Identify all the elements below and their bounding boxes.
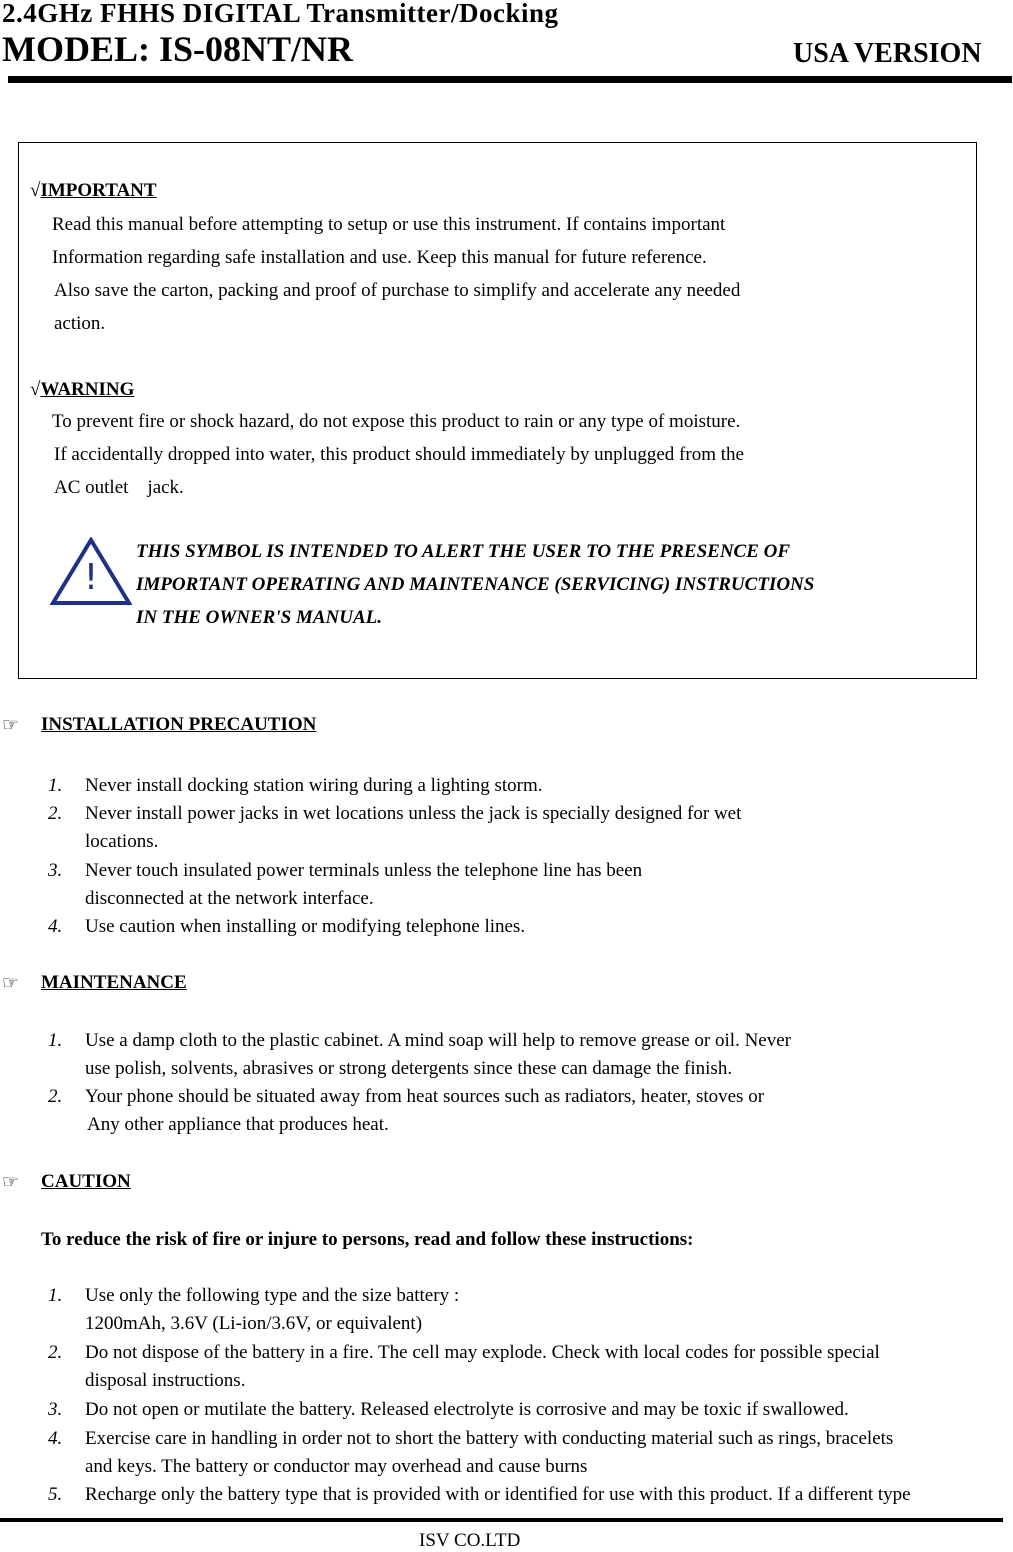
caution-intro: To reduce the risk of fire or injure to persons, read and follow these instructions: bbox=[41, 1229, 694, 1250]
symbol-line: IN THE OWNER'S MANUAL. bbox=[136, 607, 382, 628]
check-mark: √ bbox=[30, 379, 41, 400]
warning-line: If accidentally dropped into water, this product should immediately by unplugged from the bbox=[54, 444, 744, 465]
list-number: 2. bbox=[48, 1342, 63, 1363]
warning-title: WARNING bbox=[40, 379, 135, 400]
important-line: Read this manual before attempting to setup or use this instrument. If contains important bbox=[52, 214, 726, 235]
list-item: Do not dispose of the battery in a fire. The cell may explode. Check with local codes for possible special bbox=[85, 1342, 880, 1363]
pointing-hand-icon: ☞ bbox=[2, 973, 20, 994]
list-number: 1. bbox=[48, 1030, 63, 1051]
list-item: Do not open or mutilate the battery. Released electrolyte is corrosive and may be toxic if swallowed. bbox=[85, 1399, 849, 1420]
warning-symbol: ! bbox=[83, 557, 99, 598]
list-number: 1. bbox=[48, 1285, 63, 1306]
list-item-continuation: 1200mAh, 3.6V (Li-ion/3.6V, or equivalent) bbox=[85, 1313, 423, 1334]
pointing-hand-icon: ☞ bbox=[2, 1172, 20, 1193]
list-item-continuation: Any other appliance that produces heat. bbox=[87, 1114, 389, 1135]
list-item: Recharge only the battery type that is provided with or identified for use with this product. If a different type bbox=[85, 1484, 911, 1505]
important-heading bbox=[30, 180, 157, 202]
list-number: 4. bbox=[48, 916, 63, 937]
important-title: IMPORTANT bbox=[40, 180, 157, 201]
list-number: 2. bbox=[48, 803, 63, 824]
check-mark: √ bbox=[30, 180, 41, 201]
header-rule bbox=[8, 76, 1012, 83]
list-item-continuation: locations. bbox=[85, 831, 159, 852]
list-item: Never install docking station wiring during a lighting storm. bbox=[85, 775, 543, 796]
document-title: 2.4GHz FHHS DIGITAL Transmitter/Docking bbox=[2, 0, 559, 28]
list-item-continuation: disconnected at the network interface. bbox=[85, 888, 374, 909]
list-item: Use only the following type and the size battery : bbox=[85, 1285, 460, 1306]
warning-line: AC outlet jack. bbox=[54, 477, 184, 498]
important-line: Also save the carton, packing and proof of purchase to simplify and accelerate any needed bbox=[54, 280, 741, 301]
important-line: Information regarding safe installation and use. Keep this manual for future reference. bbox=[52, 247, 707, 268]
list-item: Exercise care in handling in order not to short the battery with conducting material such as rings, bracelets bbox=[85, 1428, 894, 1449]
footer-rule bbox=[0, 1518, 1003, 1522]
list-number: 3. bbox=[48, 860, 63, 881]
list-number: 3. bbox=[48, 1399, 63, 1420]
caution-heading: CAUTION bbox=[41, 1171, 131, 1192]
list-number: 4. bbox=[48, 1428, 63, 1449]
warning-heading bbox=[30, 379, 134, 401]
symbol-line: THIS SYMBOL IS INTENDED TO ALERT THE USER TO THE PRESENCE OF bbox=[136, 541, 791, 562]
list-number: 2. bbox=[48, 1086, 63, 1107]
maintenance-heading: MAINTENANCE bbox=[41, 972, 187, 993]
list-item: Your phone should be situated away from heat sources such as radiators, heater, stoves or bbox=[85, 1086, 765, 1107]
pointing-hand-icon: ☞ bbox=[2, 715, 20, 736]
list-number: 1. bbox=[48, 775, 63, 796]
list-item-continuation: and keys. The battery or conductor may overhead and cause burns bbox=[85, 1456, 588, 1477]
symbol-line: IMPORTANT OPERATING AND MAINTENANCE (SERVICING) INSTRUCTIONS bbox=[136, 574, 815, 595]
important-line: action. bbox=[54, 313, 106, 334]
warning-line: To prevent fire or shock hazard, do not expose this product to rain or any type of moisture. bbox=[52, 411, 741, 432]
list-item: Use caution when installing or modifying telephone lines. bbox=[85, 916, 526, 937]
footer-company: ISV CO.LTD bbox=[419, 1530, 521, 1551]
list-number: 5. bbox=[48, 1484, 63, 1505]
list-item-continuation: disposal instructions. bbox=[85, 1370, 246, 1391]
model-number: MODEL: IS-08NT/NR bbox=[2, 29, 354, 69]
installation-heading: INSTALLATION PRECAUTION bbox=[41, 714, 317, 735]
version-label: USA VERSION bbox=[793, 38, 982, 69]
list-item: Never touch insulated power terminals unless the telephone line has been bbox=[85, 860, 643, 881]
list-item: Never install power jacks in wet locations unless the jack is specially designed for wet bbox=[85, 803, 742, 824]
warning-triangle-icon bbox=[50, 537, 132, 607]
list-item-continuation: use polish, solvents, abrasives or strong detergents since these can damage the finish. bbox=[85, 1058, 733, 1079]
list-item: Use a damp cloth to the plastic cabinet. A mind soap will help to remove grease or oil. Never bbox=[85, 1030, 791, 1051]
